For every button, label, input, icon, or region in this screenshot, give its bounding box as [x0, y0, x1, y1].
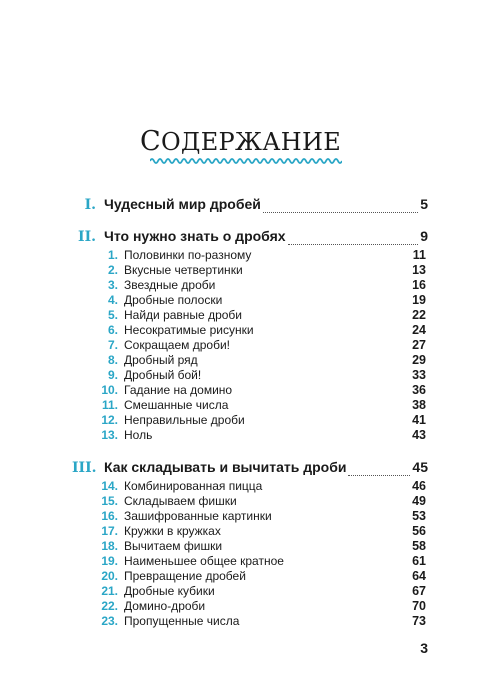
- item-number: 16.: [101, 509, 118, 523]
- item-title: Смешанные числа: [124, 398, 229, 412]
- item-page: 64: [412, 569, 426, 583]
- toc-item[interactable]: [96, 353, 426, 368]
- item-number: 4.: [107, 293, 118, 307]
- item-number: 3.: [107, 278, 118, 292]
- item-page: 38: [412, 398, 426, 412]
- item-title: Сокращаем дроби!: [124, 338, 231, 352]
- toc-item[interactable]: [96, 293, 426, 308]
- item-page: 49: [412, 494, 426, 508]
- section-title: Что нужно знать о дробях: [104, 228, 286, 244]
- toc-item[interactable]: [96, 323, 426, 338]
- item-number: 7.: [107, 338, 118, 352]
- item-number: 15.: [101, 494, 118, 508]
- item-title: Гадание на домино: [124, 383, 233, 397]
- toc-item[interactable]: [96, 278, 426, 293]
- item-number: 17.: [101, 524, 118, 538]
- item-page: 73: [412, 614, 426, 628]
- toc-section[interactable]: [72, 228, 428, 248]
- item-number: 19.: [101, 554, 118, 568]
- item-number: 10.: [101, 383, 118, 397]
- toc-item[interactable]: [96, 569, 426, 584]
- item-title: Дробные полоски: [124, 293, 223, 307]
- toc-item[interactable]: [96, 614, 426, 629]
- dot-leader: [348, 474, 410, 476]
- item-number: 23.: [101, 614, 118, 628]
- section-page: 9: [420, 228, 428, 244]
- item-title: Звездные дроби: [124, 278, 216, 292]
- toc-item[interactable]: [96, 413, 426, 428]
- page-title-initial: С: [139, 126, 161, 157]
- item-page: 58: [412, 539, 426, 553]
- item-title: Складываем фишки: [124, 494, 237, 508]
- toc-item[interactable]: [96, 584, 426, 599]
- toc-item[interactable]: [96, 308, 426, 323]
- page-number: 3: [420, 640, 428, 656]
- toc-item[interactable]: [96, 494, 426, 509]
- item-title: Вычитаем фишки: [124, 539, 223, 553]
- section-number: I.: [84, 197, 96, 213]
- item-page: 27: [412, 338, 426, 352]
- item-page: 11: [412, 248, 426, 262]
- item-page: 61: [412, 554, 426, 568]
- item-number: 22.: [101, 599, 118, 613]
- toc-item[interactable]: [96, 524, 426, 539]
- section-page: 45: [412, 459, 428, 475]
- item-title: Наименьшее общее кратное: [124, 554, 284, 568]
- item-title: Найди равные дроби: [124, 308, 242, 322]
- item-page: 53: [412, 509, 426, 523]
- item-number: 18.: [101, 539, 118, 553]
- toc-item[interactable]: [96, 509, 426, 524]
- toc-item[interactable]: [96, 383, 426, 398]
- item-title: Вкусные четвертинки: [124, 263, 243, 277]
- page-title-rest: ОДЕРЖАНИЕ: [160, 128, 342, 156]
- section-number: II.: [78, 229, 96, 245]
- section-title: Чудесный мир дробей: [104, 196, 261, 212]
- item-page: 70: [412, 599, 426, 613]
- item-number: 21.: [101, 584, 118, 598]
- item-page: 19: [412, 293, 426, 307]
- item-page: 43: [412, 428, 426, 442]
- dot-leader: [263, 211, 418, 213]
- item-number: 1.: [107, 248, 118, 262]
- item-title: Превращение дробей: [124, 569, 246, 583]
- item-number: 8.: [107, 353, 118, 367]
- toc-item[interactable]: [96, 368, 426, 383]
- page-title: [0, 126, 481, 157]
- item-number: 12.: [101, 413, 118, 427]
- item-page: 67: [412, 584, 426, 598]
- toc-item[interactable]: [96, 263, 426, 278]
- item-title: Комбинированная пицца: [124, 479, 263, 493]
- toc-item[interactable]: [96, 599, 426, 614]
- section-number: III.: [72, 460, 97, 476]
- item-number: 6.: [107, 323, 118, 337]
- item-number: 20.: [101, 569, 118, 583]
- item-number: 2.: [107, 263, 118, 277]
- item-page: 33: [412, 368, 426, 382]
- item-page: 13: [412, 263, 426, 277]
- item-number: 13.: [101, 428, 118, 442]
- item-title: Кружки в кружках: [124, 524, 221, 538]
- item-page: 22: [412, 308, 426, 322]
- item-title: Дробный бой!: [124, 368, 202, 382]
- toc-item[interactable]: [96, 398, 426, 413]
- toc-item[interactable]: [96, 338, 426, 353]
- item-title: Домино-дроби: [124, 599, 206, 613]
- item-number: 14.: [101, 479, 118, 493]
- item-title: Пропущенные числа: [124, 614, 240, 628]
- item-title: Несократимые рисунки: [124, 323, 254, 337]
- item-page: 46: [412, 479, 426, 493]
- item-title: Дробные кубики: [124, 584, 215, 598]
- section-page: 5: [420, 196, 428, 212]
- wavy-divider: [150, 156, 342, 166]
- toc-item[interactable]: [96, 539, 426, 554]
- item-title: Неправильные дроби: [124, 413, 245, 427]
- item-page: 16: [412, 278, 426, 292]
- item-number: 9.: [107, 368, 118, 382]
- section-title: Как складывать и вычитать дроби: [104, 459, 347, 475]
- item-page: 56: [412, 524, 426, 538]
- toc-item[interactable]: [96, 248, 426, 263]
- toc-section[interactable]: [72, 459, 428, 479]
- item-page: 24: [412, 323, 426, 337]
- item-page: 36: [412, 383, 426, 397]
- toc-item[interactable]: [96, 428, 426, 443]
- item-number: 11.: [101, 398, 118, 412]
- item-page: 41: [412, 413, 426, 427]
- item-title: Зашифрованные картинки: [124, 509, 272, 523]
- item-page: 29: [412, 353, 426, 367]
- dot-leader: [288, 243, 419, 245]
- toc-item[interactable]: [96, 479, 426, 494]
- toc-item[interactable]: [96, 554, 426, 569]
- item-title: Половинки по-разному: [124, 248, 252, 262]
- toc-section[interactable]: [72, 196, 428, 216]
- item-title: Дробный ряд: [124, 353, 198, 367]
- item-title: Ноль: [124, 428, 153, 442]
- item-number: 5.: [107, 308, 118, 322]
